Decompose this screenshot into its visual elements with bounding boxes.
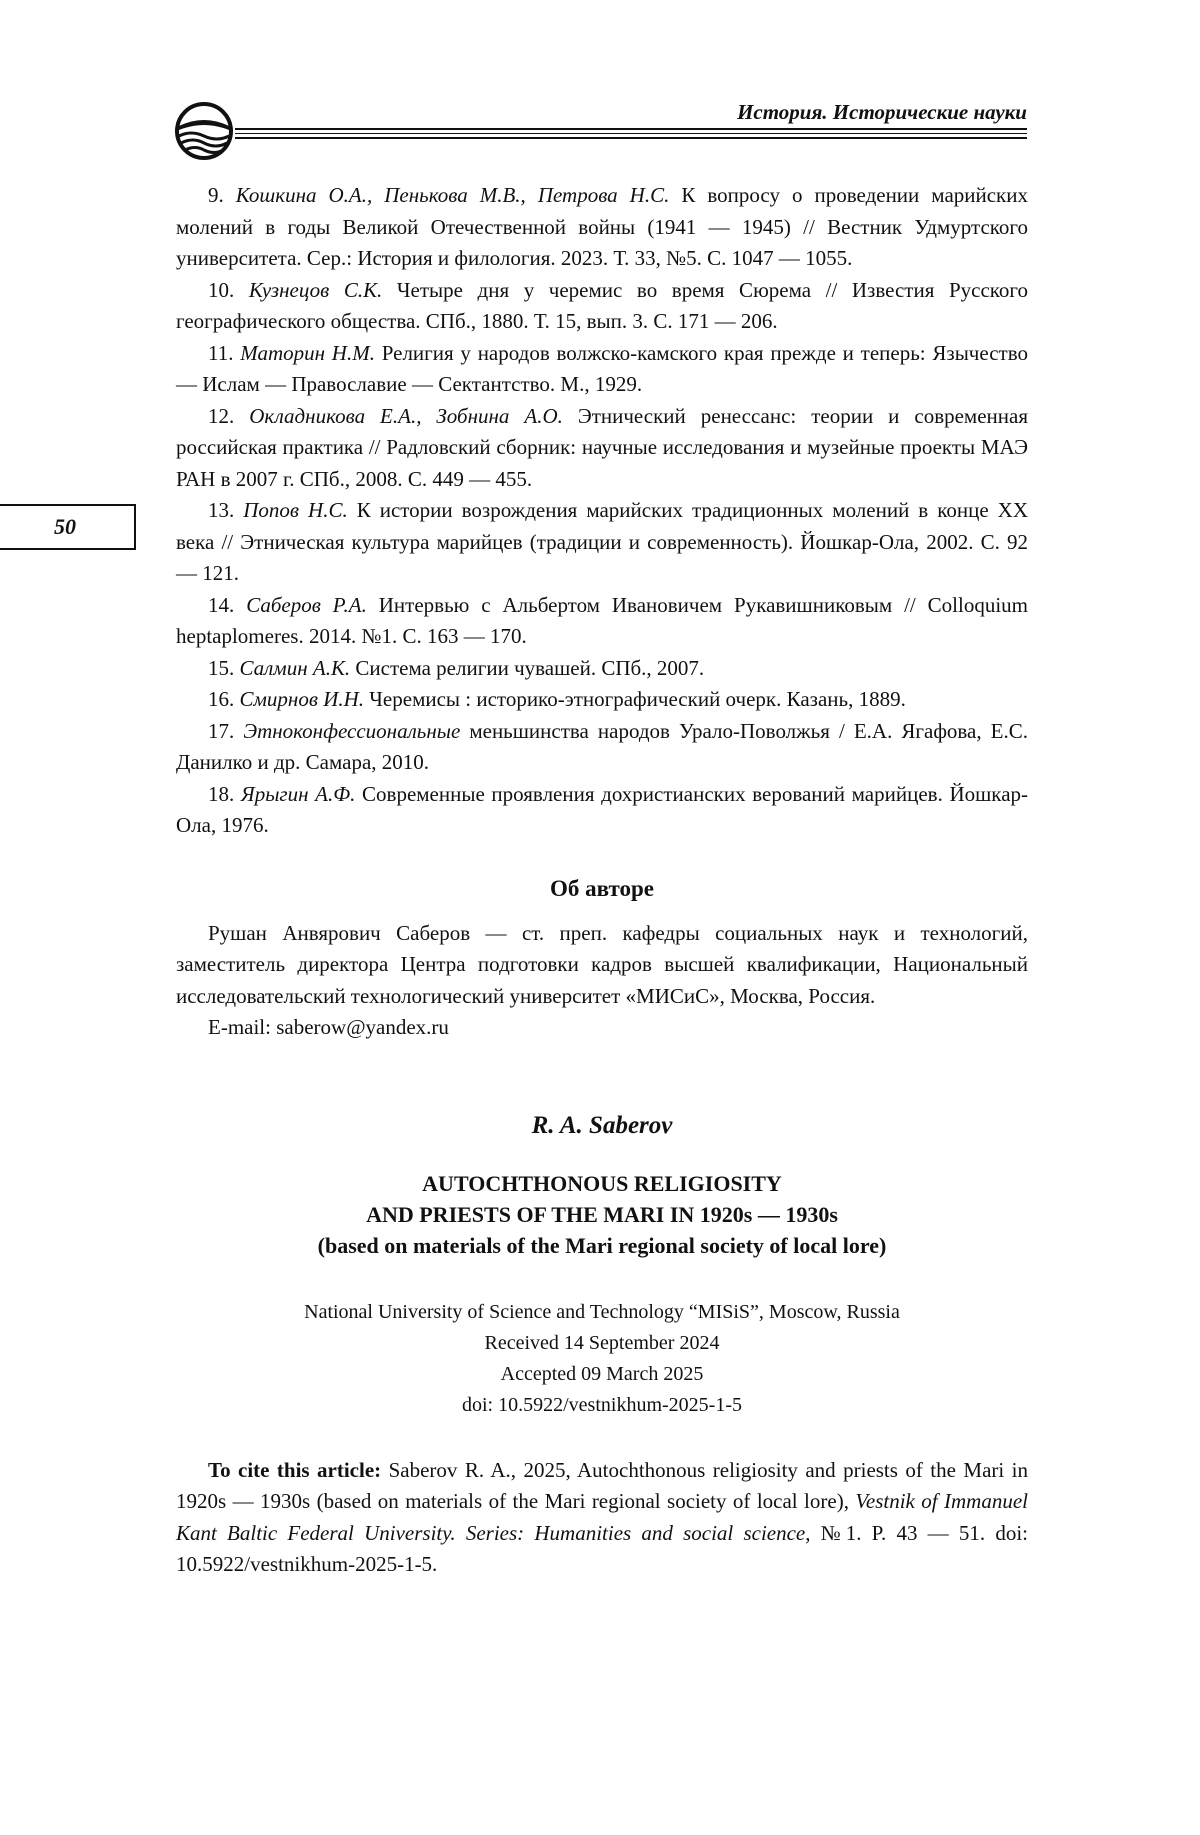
reference-authors: Саберов Р.А. bbox=[246, 592, 367, 617]
header-rule bbox=[235, 137, 1027, 139]
reference-item bbox=[176, 495, 1028, 590]
reference-number: 13. bbox=[208, 498, 235, 522]
reference-number: 11. bbox=[208, 340, 234, 365]
reference-item bbox=[176, 684, 1028, 716]
reference-number: 17. bbox=[208, 718, 235, 743]
reference-number: 10. bbox=[208, 277, 235, 302]
reference-authors: Попов Н.С. bbox=[243, 498, 348, 522]
reference-authors: Салмин А.К. bbox=[239, 655, 351, 680]
english-author: R. A. Saberov bbox=[531, 1111, 673, 1139]
page-number: 50 bbox=[0, 504, 136, 550]
author-email: E-mail: saberow@yandex.ru bbox=[208, 1015, 449, 1039]
reference-number: 18. bbox=[208, 781, 235, 806]
reference-text: Интервью с Альбертом Ивановичем Рукавишниковым // Colloquium heptaplomeres. 2014. №1. С. 163 — 170. bbox=[176, 592, 1029, 648]
reference-authors: Этноконфессиональные bbox=[243, 718, 461, 743]
citation bbox=[176, 1455, 1028, 1581]
affiliation: National University of Science and Technology “MISiS”, Moscow, Russia bbox=[304, 1300, 900, 1323]
reference-item bbox=[176, 180, 1028, 275]
reference-authors: Окладникова Е.А., Зобнина А.О. bbox=[249, 403, 563, 428]
title-line: AND PRIESTS OF THE MARI IN 1920s — 1930s bbox=[366, 1201, 838, 1227]
reference-number: 16. bbox=[208, 687, 235, 711]
reference-text: Современные проявления дохристианских верований марийцев. Йошкар-Ола, 1976. bbox=[176, 781, 1029, 837]
reference-number: 14. bbox=[208, 592, 235, 617]
reference-text: меньшинства народов Урало-Поволжья / Е.А. Ягафова, Е.С. Данилко и др. Самара, 2010. bbox=[176, 718, 1029, 774]
doi: doi: 10.5922/vestnikhum-2025-1-5 bbox=[462, 1393, 742, 1416]
main-content bbox=[176, 180, 1028, 1581]
citation-label: To cite this article: bbox=[208, 1457, 382, 1482]
citation-journal: Vestnik of Immanuel Kant Baltic Federal University. Series: Humanities and social science bbox=[176, 1489, 1028, 1545]
reference-item bbox=[176, 401, 1028, 496]
reference-item bbox=[176, 338, 1028, 401]
about-author-section bbox=[176, 876, 1028, 1044]
reference-text: Религия у народов волжско-камского края прежде и теперь: Язычество — Ислам — Православие — Сектантство. М., 1929. bbox=[176, 340, 1028, 396]
about-heading: Об авторе bbox=[550, 875, 654, 901]
reference-authors: Кузнецов С.К. bbox=[248, 277, 383, 302]
reference-text: Черемисы : историко-этнографический очерк. Казань, 1889. bbox=[364, 687, 906, 711]
header-rule bbox=[235, 128, 1027, 130]
reference-text: Четыре дня у черемис во время Сюрема // Известия Русского географического общества. СПб., 1880. Т. 15, вып. 3. С. 171 — 206. bbox=[176, 277, 1029, 333]
reference-text: Система религии чувашей. СПб., 2007. bbox=[350, 655, 705, 680]
reference-number: 9. bbox=[208, 183, 224, 207]
reference-list bbox=[176, 180, 1028, 842]
author-bio: Рушан Анвярович Саберов — ст. преп. кафедры социальных наук и технологий, заместитель директора Центра подготовки кадров высшей квалификации, Национальный исследовательский технологический университет «МИСиС», Москва, Россия. bbox=[176, 920, 1028, 1008]
reference-authors: Маторин Н.М. bbox=[240, 340, 375, 365]
reference-authors: Ярыгин А.Ф. bbox=[240, 781, 356, 806]
reference-number: 12. bbox=[208, 403, 235, 428]
header-rule bbox=[235, 133, 1027, 134]
reference-text: Этнический ренессанс: теории и современная российская практика // Радловский сборник: научные исследования и музейные проекты МАЭ РАН в 2007 г. СПб., 2008. С. 449 — 455. bbox=[176, 403, 1028, 491]
reference-authors: Кошкина О.А., Пенькова М.В., Петрова Н.С. bbox=[235, 183, 670, 207]
reference-text: К истории возрождения марийских традиционных молений в конце XX века // Этническая культура марийцев (традиции и современность). Йошкар-Ола, 2002. С. 92 — 121. bbox=[176, 498, 1028, 585]
citation-text: Saberov R. A., 2025, Autochthonous religiosity and priests of the Mari in 1920s — 1930s (based on materials of the Mari regional society of local lore), bbox=[176, 1457, 1028, 1513]
article-meta bbox=[176, 1297, 1028, 1421]
accepted-date: Accepted 09 March 2025 bbox=[500, 1362, 704, 1385]
citation-text-end: , №1. P. 43 — 51. doi: 10.5922/vestnikhum-2025-1-5. bbox=[176, 1520, 1028, 1576]
journal-logo-icon bbox=[173, 100, 235, 162]
reference-item bbox=[176, 779, 1028, 842]
reference-number: 15. bbox=[208, 655, 235, 680]
reference-text: К вопросу о проведении марийских молений в годы Великой Отечественной войны (1941 — 1945) // Вестник Удмуртского университета. Сер.: История и филология. 2023. Т. 33, №5. С. 1047 — 1055. bbox=[176, 183, 1028, 270]
english-title bbox=[176, 1168, 1028, 1261]
reference-item bbox=[176, 716, 1028, 779]
received-date: Received 14 September 2024 bbox=[484, 1331, 720, 1354]
title-line: AUTOCHTHONOUS RELIGIOSITY bbox=[422, 1170, 782, 1196]
reference-authors: Смирнов И.Н. bbox=[239, 687, 365, 711]
running-title: История. Исторические науки bbox=[737, 100, 1027, 124]
reference-item bbox=[176, 590, 1028, 653]
reference-item bbox=[176, 275, 1028, 338]
title-line: (based on materials of the Mari regional society of local lore) bbox=[317, 1232, 887, 1258]
reference-item bbox=[176, 653, 1028, 685]
